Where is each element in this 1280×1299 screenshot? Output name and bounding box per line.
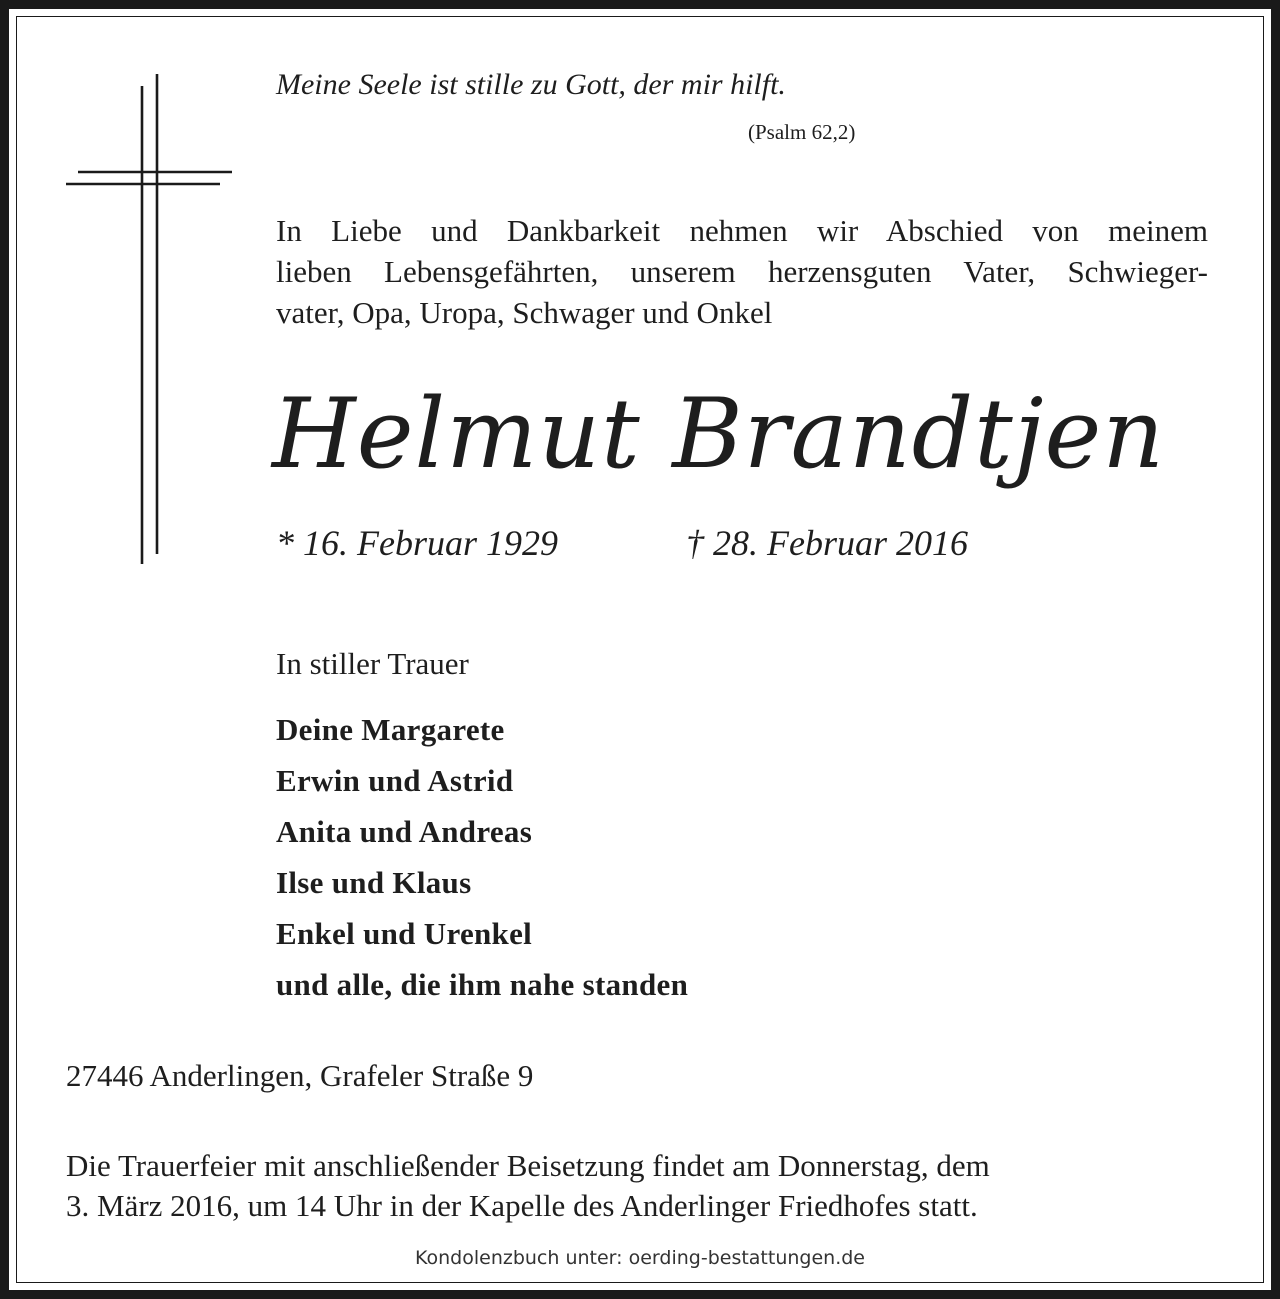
mourner-name: Erwin und Astrid [276,763,514,798]
mourner-name: und alle, die ihm nahe standen [276,967,689,1002]
mourner-name: Enkel und Urenkel [276,916,533,951]
birth-date: * 16. Februar 1929 [276,523,558,563]
mourners-list [276,704,688,1010]
death-date: † 28. Februar 2016 [686,523,968,563]
cross-icon [60,70,240,570]
mourner-name: Ilse und Klaus [276,865,472,900]
funeral-line: Die Trauerfeier mit anschließender Beisetzung findet am Donnerstag, dem [66,1148,990,1183]
psalm-quote: Meine Seele ist stille zu Gott, der mir hilft. [276,68,786,101]
family-address: 27446 Anderlingen, Grafeler Straße 9 [66,1058,534,1093]
psalm-reference: (Psalm 62,2) [748,120,856,144]
mourning-heading: In stiller Trauer [276,646,469,681]
intro-text [276,210,1208,333]
funeral-notice [66,1146,1166,1226]
mourner-name: Deine Margarete [276,712,505,747]
deceased-name: Helmut Brandtjen [272,378,1166,490]
intro-line: lieben Lebensgefährten, unserem herzensguten Vater, Schwieger- [276,254,1208,289]
condolence-link[interactable]: Kondolenzbuch unter: oerding-bestattungen.de [414,1247,866,1269]
intro-line: vater, Opa, Uropa, Schwager und Onkel [276,295,773,330]
mourner-name: Anita und Andreas [276,814,533,849]
funeral-line: 3. März 2016, um 14 Uhr in der Kapelle des Anderlinger Friedhofes statt. [66,1188,978,1223]
intro-line: In Liebe und Dankbarkeit nehmen wir Abschied von meinem [276,213,1208,248]
